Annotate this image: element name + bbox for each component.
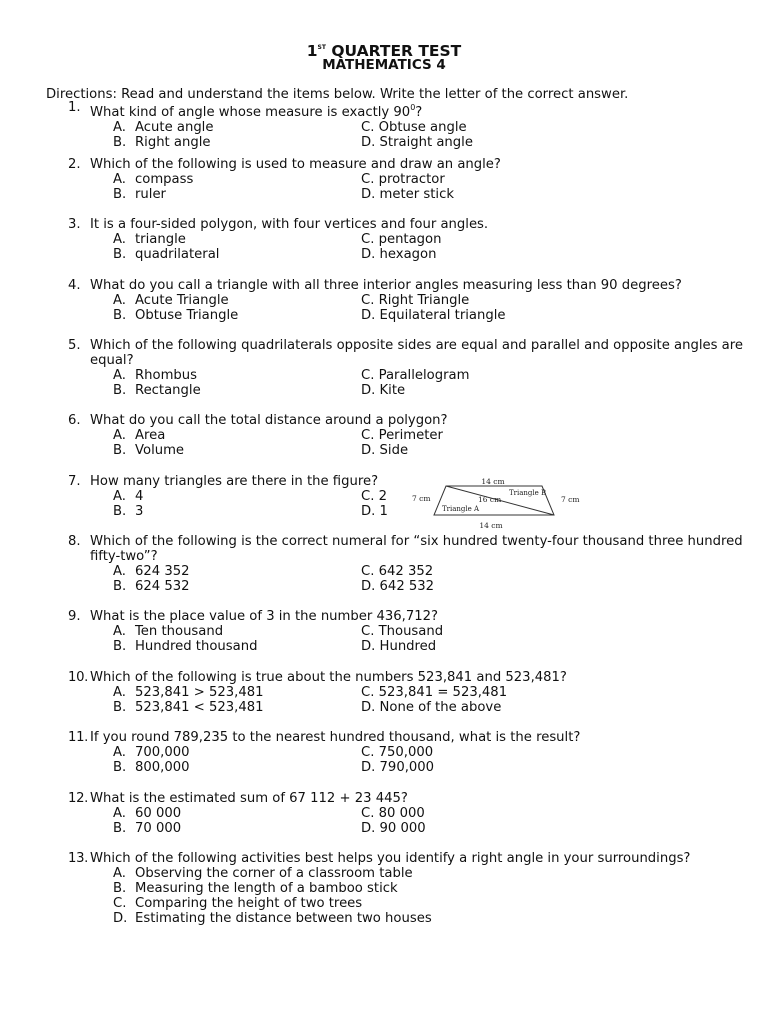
- question-number: 2.: [68, 157, 81, 172]
- choice-d: D. 790,000: [361, 760, 435, 775]
- choice-c: C. 642 352: [361, 564, 434, 579]
- choice-c: C. Perimeter: [361, 428, 443, 443]
- question-text: What do you call a triangle with all three interior angles measuring less than 90 degrees?: [90, 278, 682, 293]
- choice-b: B. Obtuse Triangle: [113, 308, 239, 323]
- choice-b: B. 624 532: [113, 579, 190, 594]
- choice-d: D. 1: [361, 504, 388, 519]
- choice-d: D. None of the above: [361, 700, 502, 715]
- choice-d: D. 642 532: [361, 579, 435, 594]
- question-8: [68, 534, 748, 594]
- question-1: [68, 100, 748, 150]
- question-number: 7.: [68, 474, 81, 489]
- question-4: [68, 278, 748, 323]
- question-text: Which of the following is used to measure and draw an angle?: [90, 157, 501, 172]
- question-number: 1.: [68, 100, 81, 115]
- question-3: [68, 217, 748, 262]
- choice-a: A. Rhombus: [113, 368, 198, 383]
- question-9: [68, 609, 748, 654]
- choice-b: B. 70 000: [113, 821, 182, 836]
- question-6: [68, 413, 748, 458]
- choice-b: B. Right angle: [113, 135, 211, 150]
- question-number: 6.: [68, 413, 81, 428]
- choice-b: B. 800,000: [113, 760, 190, 775]
- subject-title: MATHEMATICS 4: [322, 57, 446, 73]
- question-number: 3.: [68, 217, 81, 232]
- choice-a: A. triangle: [113, 232, 186, 247]
- label-triangle-b: Triangle B: [509, 489, 547, 497]
- question-number: 13.: [68, 851, 89, 866]
- label-top: 14 cm: [481, 477, 505, 486]
- choice-b: B. Volume: [113, 443, 185, 458]
- choice-c: C. Thousand: [361, 624, 444, 639]
- choice-d: D. Straight angle: [361, 135, 473, 150]
- parallelogram-figure: [406, 474, 590, 532]
- choice-d: D. Side: [361, 443, 409, 458]
- choice-d: D. Kite: [361, 383, 406, 398]
- label-left: 7 cm: [412, 494, 431, 503]
- question-text: Which of the following quadrilaterals opposite sides are equal and parallel and opposite angles are equal?: [90, 338, 743, 368]
- question-text: How many triangles are there in the figure?: [90, 474, 379, 489]
- question-number: 12.: [68, 791, 89, 806]
- choice-c: C. protractor: [361, 172, 445, 187]
- question-text: Which of the following is true about the numbers 523,841 and 523,481?: [90, 670, 567, 685]
- choice-d: D. meter stick: [361, 187, 454, 202]
- question-number: 8.: [68, 534, 81, 549]
- choice-a: A. 700,000: [113, 745, 190, 760]
- question-text: What is the place value of 3 in the number 436,712?: [90, 609, 439, 624]
- choice-a: A. Area: [113, 428, 166, 443]
- choice-a: A. Observing the corner of a classroom table: [113, 866, 413, 881]
- question-text: What is the estimated sum of 67 112 + 23 445?: [90, 791, 408, 806]
- choice-c: C. 80 000: [361, 806, 425, 821]
- question-text: Which of the following is the correct numeral for “six hundred twenty-four thousand three hundred fifty-two”?: [90, 534, 743, 564]
- choice-c: C. 2: [361, 489, 387, 504]
- choice-a: A. Ten thousand: [113, 624, 224, 639]
- choice-d: D. Equilateral triangle: [361, 308, 506, 323]
- directions: Directions: Read and understand the items below. Write the letter of the correct answer.: [46, 87, 629, 102]
- choice-c: C. Obtuse angle: [361, 120, 467, 135]
- question-12: [68, 791, 748, 836]
- question-10: [68, 670, 748, 715]
- question-number: 4.: [68, 278, 81, 293]
- choice-b: B. ruler: [113, 187, 166, 202]
- question-11: [68, 730, 748, 775]
- choice-b: B. Rectangle: [113, 383, 201, 398]
- question-text: It is a four-sided polygon, with four vertices and four angles.: [90, 217, 489, 232]
- question-number: 10.: [68, 670, 89, 685]
- question-number: 11.: [68, 730, 89, 745]
- choice-b: B. Hundred thousand: [113, 639, 258, 654]
- question-5: [68, 338, 748, 398]
- choice-a: A. Acute Triangle: [113, 293, 229, 308]
- choice-b: B. Measuring the length of a bamboo stick: [113, 881, 398, 896]
- question-number: 9.: [68, 609, 81, 624]
- label-diagonal: 16 cm: [478, 495, 502, 504]
- choice-c: C. Right Triangle: [361, 293, 470, 308]
- choice-d: D. hexagon: [361, 247, 437, 262]
- question-number: 5.: [68, 338, 81, 353]
- question-text: What do you call the total distance around a polygon?: [90, 413, 448, 428]
- choice-d: D. Hundred: [361, 639, 437, 654]
- choice-a: A. 60 000: [113, 806, 182, 821]
- question-2: [68, 157, 748, 202]
- choice-b: B. 3: [113, 504, 144, 519]
- question-text: What kind of angle whose measure is exactly $90^0$?: [90, 103, 423, 120]
- choice-b: B. 523,841 < 523,481: [113, 700, 264, 715]
- choice-c: C. 750,000: [361, 745, 434, 760]
- question-text: Which of the following activities best helps you identify a right angle in your surroundings?: [90, 851, 691, 866]
- choice-d: D. Estimating the distance between two houses: [113, 911, 432, 926]
- question-13: [68, 851, 748, 926]
- choice-a: A. 624 352: [113, 564, 190, 579]
- question-text: If you round 789,235 to the nearest hundred thousand, what is the result?: [90, 730, 581, 745]
- label-bottom: 14 cm: [479, 521, 503, 530]
- label-triangle-a: Triangle A: [442, 505, 480, 513]
- choice-a: A. Acute angle: [113, 120, 214, 135]
- test-title: 1ST QUARTER TEST: [306, 42, 462, 60]
- choice-c: C. Parallelogram: [361, 368, 470, 383]
- choice-c: C. 523,841 = 523,481: [361, 685, 508, 700]
- choice-a: A. 523,841 > 523,481: [113, 685, 264, 700]
- label-right: 7 cm: [561, 495, 580, 504]
- choice-b: B. quadrilateral: [113, 247, 220, 262]
- choice-d: D. 90 000: [361, 821, 426, 836]
- choice-a: A. 4: [113, 489, 144, 504]
- choice-c: C. pentagon: [361, 232, 442, 247]
- choice-c: C. Comparing the height of two trees: [113, 896, 363, 911]
- choice-a: A. compass: [113, 172, 194, 187]
